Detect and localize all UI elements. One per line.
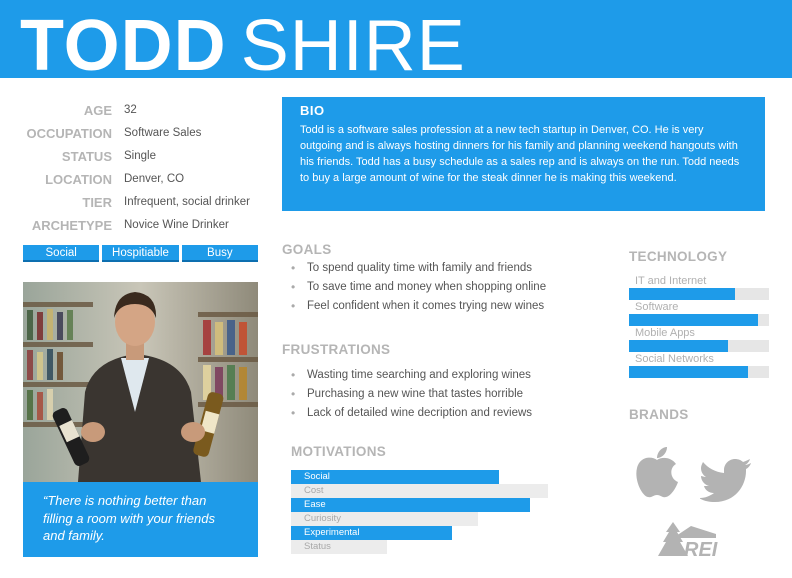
frustrations-title: FRUSTRATIONS bbox=[282, 342, 391, 357]
goal-item: • To spend quality time with family and friends bbox=[282, 260, 582, 279]
goal-item: • To save time and money when shopping online bbox=[282, 279, 582, 298]
motivation-label: Ease bbox=[304, 499, 326, 510]
fact-archetype bbox=[0, 215, 270, 238]
fact-status bbox=[0, 146, 270, 169]
tech-item bbox=[629, 353, 769, 379]
persona-photo bbox=[23, 282, 258, 482]
header-banner bbox=[0, 0, 792, 86]
fact-location bbox=[0, 169, 270, 192]
frustration-item: • Lack of detailed wine decription and reviews bbox=[282, 405, 582, 424]
motivation-row bbox=[291, 470, 551, 484]
tech-bar-track bbox=[629, 340, 769, 352]
motivation-label: Cost bbox=[304, 485, 324, 496]
last-name: SHIRE bbox=[240, 6, 466, 86]
tech-label: Social Networks bbox=[635, 353, 714, 365]
fact-value: Denver, CO bbox=[124, 173, 185, 185]
persona-name bbox=[20, 6, 466, 86]
fact-value: Infrequent, social drinker bbox=[124, 196, 250, 208]
motivation-row bbox=[291, 484, 551, 498]
tech-bar-fill bbox=[629, 288, 735, 300]
fact-occupation bbox=[0, 123, 270, 146]
fact-label: AGE bbox=[83, 103, 112, 118]
fact-value: Novice Wine Drinker bbox=[124, 219, 229, 231]
tech-item bbox=[629, 301, 769, 327]
tag-hospitable: Hospitiable bbox=[102, 245, 178, 262]
tech-bar-fill bbox=[629, 366, 748, 378]
apple-logo-icon bbox=[632, 446, 682, 500]
technology-bars bbox=[629, 275, 769, 379]
tech-bar-track bbox=[629, 288, 769, 300]
fact-age bbox=[0, 100, 270, 123]
twitter-logo-icon bbox=[700, 458, 752, 502]
motivation-row bbox=[291, 512, 551, 526]
fact-label: ARCHETYPE bbox=[31, 218, 112, 233]
fact-label: TIER bbox=[82, 195, 112, 210]
tech-label: Software bbox=[635, 301, 679, 313]
tech-bar-fill bbox=[629, 314, 758, 326]
fact-label: OCCUPATION bbox=[26, 126, 112, 141]
tech-label: Mobile Apps bbox=[635, 327, 695, 339]
persona-quote: “There is nothing better than filling a room with your friends and family. bbox=[23, 482, 258, 557]
tech-label: IT and Internet bbox=[635, 275, 707, 287]
tech-bar-track bbox=[629, 366, 769, 378]
tech-item bbox=[629, 327, 769, 353]
rei-logo-text: REI bbox=[684, 539, 718, 558]
fact-value: 32 bbox=[124, 104, 137, 116]
motivation-row bbox=[291, 526, 551, 540]
fact-value: Single bbox=[124, 150, 156, 162]
bio-text: Todd is a software sales profession at a new tech startup in Denver, CO. He is very outgoing and is always hosting dinners for his family and planning weekend hangouts with his friends. Todd has a busy schedule as a sales rep and is always on the run. Todd needs to buy a large amount of wine for the steak dinner he is making this weekend. bbox=[300, 124, 740, 184]
fact-label: LOCATION bbox=[45, 172, 112, 187]
motivation-row bbox=[291, 540, 551, 554]
fact-value: Software Sales bbox=[124, 127, 202, 139]
motivation-label: Social bbox=[304, 471, 330, 482]
bio-title: BIO bbox=[300, 103, 325, 118]
frustration-item: • Purchasing a new wine that tastes horrible bbox=[282, 386, 582, 405]
tech-bar-track bbox=[629, 314, 769, 326]
motivations-bars bbox=[291, 470, 551, 554]
goals-title: GOALS bbox=[282, 242, 332, 257]
bio-panel bbox=[282, 97, 765, 211]
goal-item: • Feel confident when it comes trying new wines bbox=[282, 298, 582, 317]
brands-title: BRANDS bbox=[629, 407, 689, 422]
tech-item bbox=[629, 275, 769, 301]
rei-logo-icon bbox=[656, 522, 726, 558]
motivation-label: Status bbox=[304, 541, 331, 552]
first-name: TODD bbox=[20, 6, 227, 86]
technology-title: TECHNOLOGY bbox=[629, 249, 728, 264]
trait-tags bbox=[23, 245, 258, 262]
motivation-label: Experimental bbox=[304, 527, 360, 538]
profile-facts bbox=[0, 100, 270, 238]
frustrations-list bbox=[282, 367, 582, 424]
tag-social: Social bbox=[23, 245, 99, 262]
fact-tier bbox=[0, 192, 270, 215]
fact-label: STATUS bbox=[61, 149, 112, 164]
tag-busy: Busy bbox=[182, 245, 258, 262]
motivation-label: Curiosity bbox=[304, 513, 341, 524]
tech-bar-fill bbox=[629, 340, 728, 352]
motivation-bar-fill bbox=[291, 498, 530, 512]
motivations-title: MOTIVATIONS bbox=[291, 444, 387, 459]
motivation-row bbox=[291, 498, 551, 512]
motivation-bar-fill bbox=[291, 484, 548, 498]
goals-list bbox=[282, 260, 582, 317]
persona-photo-illustration bbox=[23, 282, 258, 482]
frustration-item: • Wasting time searching and exploring wines bbox=[282, 367, 582, 386]
